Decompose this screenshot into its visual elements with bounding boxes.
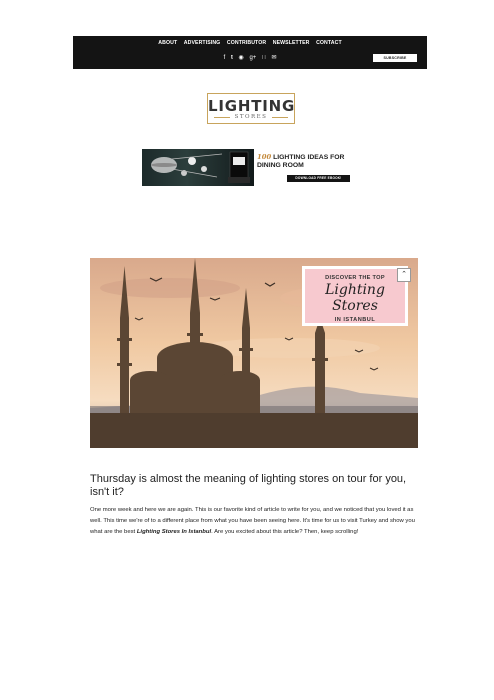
site-logo[interactable] <box>207 93 295 124</box>
logo-rule-right <box>272 117 288 118</box>
main-nav <box>73 40 427 46</box>
logo-sub: STORES <box>234 114 268 120</box>
pinterest-icon[interactable]: ◉ <box>238 55 244 61</box>
banner-title <box>257 153 353 170</box>
ebook-banner[interactable] <box>142 149 352 186</box>
article-body-end: . Are you excited about this article? Then, keep scrolling! <box>211 529 359 535</box>
nav-about[interactable]: ABOUT <box>158 40 178 46</box>
top-bar <box>73 36 427 69</box>
nav-contributor[interactable]: CONTRIBUTOR <box>226 40 267 46</box>
subscribe-button[interactable]: SUBSCRIBE <box>373 54 417 62</box>
nav-contact[interactable]: CONTACT <box>316 40 342 46</box>
promo-script-text: Lighting Stores <box>325 282 385 314</box>
article-body-bold[interactable]: Lighting Stores In Istanbul <box>136 529 212 535</box>
twitter-icon[interactable]: 𝐭 <box>230 55 233 61</box>
chevron-up-icon[interactable]: ⌃ <box>397 268 411 282</box>
article-heading: Thursday is almost the meaning of lighting stores on tour for you, isn't it? <box>90 473 407 498</box>
rss-icon[interactable]: ∷ <box>261 55 266 61</box>
promo-top-text: DISCOVER THE TOP <box>325 275 385 281</box>
promo-bottom-text: IN ISTANBUL <box>334 317 376 323</box>
banner-title-line2: DINING ROOM <box>257 162 304 169</box>
logo-word: LIGHTING <box>208 97 296 115</box>
promo-overlay <box>302 266 408 326</box>
nav-newsletter[interactable]: NEWSLETTER <box>272 40 310 46</box>
email-icon[interactable]: ✉ <box>271 55 277 61</box>
googleplus-icon[interactable]: g+ <box>249 55 257 61</box>
article-body <box>90 505 420 538</box>
banner-title-text: LIGHTING IDEAS FOR <box>273 154 345 161</box>
facebook-icon[interactable]: f <box>223 55 226 61</box>
banner-title-number: 100 <box>257 153 272 161</box>
nav-advertising[interactable]: ADVERTISING <box>183 40 221 46</box>
article-body-start: One more week and here we are again. This is our favorite kind of article to write for you, and we noticed that you loved it as well. This time we're of to a different place from what you have been seeing here. It's time for us to visit Turkey and show you what are the best <box>90 507 415 535</box>
download-ebook-button[interactable]: DOWNLOAD FREE EBOOK! <box>287 175 350 182</box>
banner-image <box>142 149 254 186</box>
